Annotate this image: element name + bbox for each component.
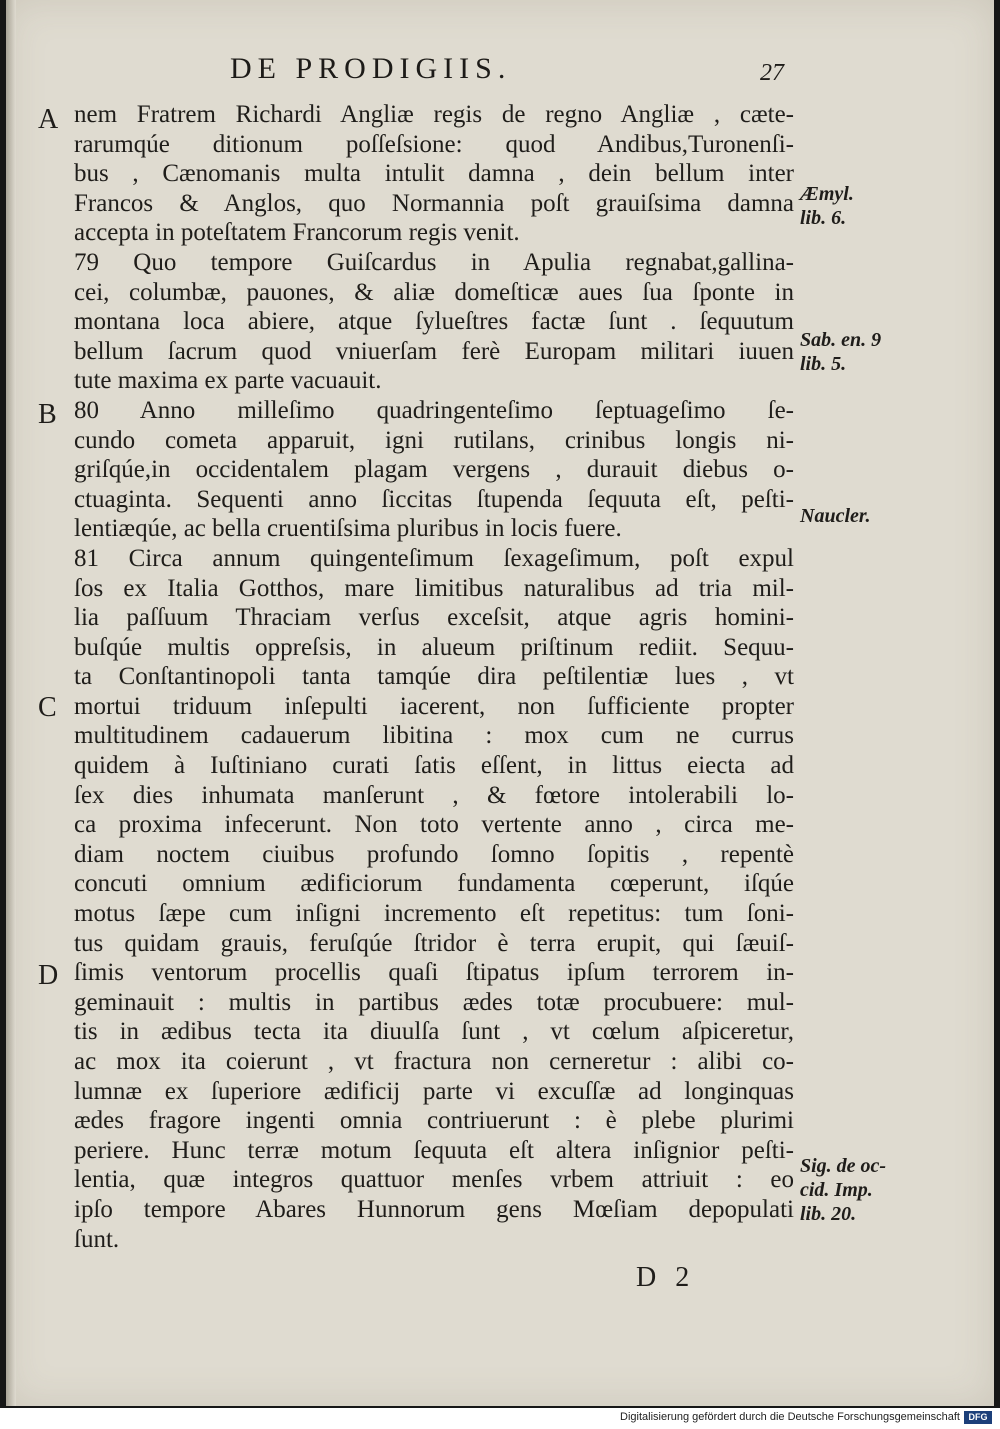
footer-bar (0, 1408, 1000, 1429)
section-letter-a: A (38, 104, 59, 135)
page-gutter-shadow (6, 0, 16, 1406)
text-line: buſqúe multis oppreſsis, in alueum priſtinum rediit. Sequu- (74, 633, 794, 661)
text-line: griſqúe,in occidentalem plagam vergens , durauit diebus o- (74, 456, 794, 484)
funding-credit: Digitalisierung gefördert durch die Deutsche Forschungsgemeinschaft (620, 1411, 960, 1423)
text-line: quidem à Iuſtiniano curati ſatis eſſent, in littus eiecta ad (74, 752, 794, 780)
text-line: ædes fragore ingenti omnia contriuerunt : è plebe plurimi (74, 1107, 794, 1135)
text-line: ſex dies inhumata manſerunt , & fœtore intolerabili lo- (74, 781, 794, 809)
text-line: ca proxima infecerunt. Non toto vertente anno , circa me- (74, 811, 794, 839)
text-line: tus quidam grauis, feruſqúe ſtridor è terra erupit, qui ſæuiſ- (74, 929, 794, 957)
margin-note-line: lib. 6. (800, 207, 847, 229)
text-line: motus ſæpe cum inſigni incremento eſt repetitus: tum ſoni- (74, 900, 794, 928)
text-line: cei, columbæ, pauones, & aliæ domeſticæ aues ſua ſponte in (74, 278, 794, 306)
text-line: lia paſſuum Thraciam verſus exceſsit, atque agris homini- (74, 604, 794, 632)
text-line: ſimis ventorum procellis quaſi ſtipatus ipſum terrorem in- (74, 959, 794, 987)
margin-note-sabellicus (800, 328, 881, 376)
text-line: rarumqúe ditionum poſſeſsione: quod Andibus,Turonenſi- (74, 130, 794, 158)
text-line: bellum ſacrum quod vniuerſam ferè Europam militari iuuen (74, 337, 794, 365)
text-line: mortui triduum inſepulti iacerent, non ſufficiente propter (74, 692, 794, 720)
text-line: ctuaginta. Sequenti anno ſiccitas ſtupenda ſequuta eſt, peſti- (74, 485, 794, 513)
text-line: ipſo tempore Abares Hunnorum gens Mœſiam depopulati (74, 1195, 794, 1223)
text-line: geminauit : multis in partibus ædes totæ procubuere: mul- (74, 988, 794, 1016)
page-number: 27 (760, 60, 784, 86)
text-line: ſunt. (74, 1225, 120, 1253)
text-line: montana loca abiere, atque ſylueſtres factæ ſunt . ſequutum (74, 308, 794, 336)
margin-note-line: Sig. de oc- (800, 1155, 887, 1177)
margin-note-line: cid. Imp. (800, 1179, 873, 1201)
text-line: tis in ædibus tecta ita diuulſa ſunt , vt cœlum aſpiceretur, (74, 1018, 794, 1046)
section-letter-b: B (38, 399, 57, 430)
text-line: lumnæ ex ſuperiore ædificij parte vi excuſſæ ad longinquas (74, 1077, 794, 1105)
margin-note-sigonius (800, 1154, 886, 1226)
text-line: diam noctem ciuibus profundo ſomno ſopitis , repentè (74, 840, 794, 868)
text-line: multitudinem cadauerum libitina : mox cum ne currus (74, 722, 794, 750)
margin-note-nauclerus (800, 504, 871, 528)
text-line: periere. Hunc terræ motum ſequuta eſt altera inſignior peſti- (74, 1136, 794, 1164)
margin-note-line: Sab. en. 9 (800, 329, 882, 351)
text-line: concuti omnium ædificiorum fundamenta cœperunt, iſqúe (74, 870, 794, 898)
text-line: accepta in poteſtatem Francorum regis venit. (74, 219, 520, 247)
text-line: ac mox ita coierunt , vt fractura non cerneretur : alibi co- (74, 1048, 794, 1075)
body-text (74, 100, 794, 1254)
running-title: DE PRODIGIIS. (230, 52, 512, 85)
text-line: 81 Circa annum quingenteſimum ſexageſimum, poſt expul (74, 544, 794, 572)
text-line: ſos ex Italia Gotthos, mare limitibus naturalibus ad tria mil- (74, 574, 794, 602)
text-line: lentiæqúe, ac bella cruentiſsima pluribus in locis fuere. (74, 515, 622, 543)
text-line: nem Fratrem Richardi Angliæ regis de regno Angliæ , cæte- (74, 101, 794, 128)
text-line: ta Conſtantinopoli tanta tamqúe dira peſtilentiæ lues , vt (74, 663, 794, 691)
signature-mark: D 2 (636, 1262, 696, 1293)
dfg-logo-icon: DFG (964, 1411, 992, 1424)
margin-note-line: lib. 5. (800, 353, 847, 375)
section-letter-c: C (38, 692, 57, 723)
text-line: bus , Cænomanis multa intulit damna , dein bellum inter (74, 160, 794, 188)
text-line: cundo cometa apparuit, igni rutilans, crinibus longis ni- (74, 426, 794, 454)
margin-note-line: Æmyl. (800, 183, 854, 205)
section-letter-d: D (38, 960, 59, 991)
margin-note-line: Naucler. (800, 505, 871, 527)
text-line: 80 Anno milleſimo quadringenteſimo ſeptuageſimo ſe- (74, 396, 794, 424)
margin-note-aemyl (800, 182, 854, 230)
margin-note-line: lib. 20. (800, 1203, 857, 1225)
text-line: Francos & Anglos, quo Normannia poſt grauiſsima damna (74, 189, 794, 217)
text-line: lentia, quæ integros quattuor menſes vrbem attriuit : eo (74, 1166, 794, 1194)
text-line: tute maxima ex parte vacuauit. (74, 367, 382, 395)
text-line: 79 Quo tempore Guiſcardus in Apulia regnabat,gallina- (74, 248, 794, 276)
